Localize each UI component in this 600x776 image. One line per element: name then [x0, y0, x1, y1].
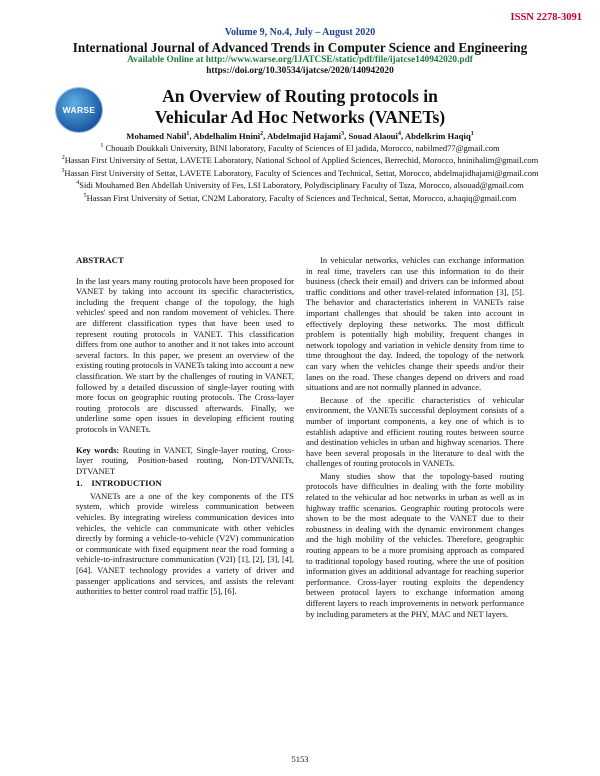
- page-number: 5153: [291, 754, 309, 764]
- author: Abdelhalim Hnini$^2$,: [193, 131, 267, 141]
- affiliation: $^5$Hassan First University of Settat, CN2M Laboratory, Faculty of Sciences and Technical, Settat, Morocco, a.haqiq@gmail.com: [83, 192, 517, 203]
- title-line-2: Vehicular Ad Hoc Networks (VANETs): [154, 107, 446, 127]
- author: Mohamed Nabil$^1$,: [126, 131, 194, 141]
- affiliation: $^3$Hassan First University of Settat, LAVETE Laboratory, Faculty of Sciences and Technical, Settat, Morocco, abdelmajidhajami@gmail.com: [61, 167, 539, 178]
- author-list: [40, 131, 560, 142]
- journal-masthead: [0, 27, 600, 77]
- affiliation-list: [60, 143, 540, 205]
- online-url-link[interactable]: Available Online at http://www.warse.org/IJATCSE/static/pdf/file/ijatcse140942020.pdf: [127, 55, 473, 65]
- warse-logo: [56, 88, 102, 132]
- intro-paragraph-2: In vehicular networks, vehicles can exchange information in real time, travelers can use this information to do their business (check their email) and drivers can be informed about traffic conditions and other travel-related information [3], [5]. The behavior and characteristics inherent in VANETs raise important challenges that should be taken into account in effectively deploying these networks. The most difficult problem is potentially high mobility, frequent changes in network topology and variation in vehicle density from time to time throughout the day. Indeed, the topology of the network can vary when the vehicles change their speeds and/or their lanes on the road. These changes depend on drivers and road situations and are not normally planned in advance.: [306, 255, 524, 393]
- introduction-heading: 1. INTRODUCTION: [76, 478, 162, 489]
- keywords-label: Key words:: [76, 444, 120, 455]
- intro-paragraph-1: VANETs are a one of the key components of the ITS system, which provide wireless communication between vehicles. By integrating wireless communication devices into vehicles, the vehicle can communicate with other vehicles directly by forming a vehicle-to-vehicle (V2V) communication or communicate with fixed equipment near the road forming a vehicle-to-infrastructure communication (V2I) [1], [2], [3], [4], [64]. VANET technology provides a variety of driver and passenger applications and services, and assists the relevant authorities to better control road traffic [5], [6].: [76, 490, 294, 597]
- author: Souad Alaoui$^4$,: [348, 131, 405, 141]
- author: Abdelkrim Haqiq$^1$: [404, 131, 474, 141]
- doi-link[interactable]: https://doi.org/10.30534/ijatcse/2020/140942020: [206, 66, 394, 76]
- volume-line: Volume 9, No.4, July – August 2020: [224, 27, 376, 38]
- abstract-heading: ABSTRACT: [76, 255, 124, 265]
- affiliation: $^4$Sidi Mouhamed Ben Abdellah University of Fes, LSI Laboratory, Polydisciplinary Faculty of Taza, Morocco, alsouad@gmail.com: [76, 180, 524, 191]
- affiliation: $^2$Hassan First University of Settat, LAVETE Laboratory, National School of Applied Sciences, Berrechid, Morocco, hninihalim@gmail.com: [61, 155, 539, 166]
- paper-title: [120, 86, 480, 128]
- left-column: [76, 255, 294, 599]
- abstract-text: In the last years many routing protocols have been proposed for VANET by taking into account its specific characteristics, including the frequent change of the topology, the high vehicles' speed and non random movement of vehicles. There are different classification types that have been used to represent routing protocols in VANET. This classification differs from one author to another and it not takes into account several factors. In this paper, we present an overview of the existing routing protocols in VANETs taking into account a new classification. We start by the challenges of routing in VANET, followed by a detailed discussion of single-layer routing with more focus on geographic routing protocols. The Cross-layer routing protocols are discussed afterwards. Finally, we underline some open issues in developing efficient routing protocols in VANETs.: [76, 275, 294, 434]
- logo-text: WARSE: [62, 105, 96, 115]
- intro-paragraph-3: Because of the specific characteristics of vehicular environment, the VANETs successful deployment consists of a number of important components, a key one of which is to establish adaptive and efficient routing routes between source and destination vehicles in urban and highway scenarios. There have been several proposals in the literature to deal with the challenges of routing protocols in VANETs.: [306, 394, 524, 469]
- journal-title: International Journal of Advanced Trends in Computer Science and Engineering: [72, 40, 528, 55]
- issn-label: ISSN 2278-3091: [510, 12, 582, 23]
- keywords: [76, 445, 294, 477]
- keywords-text: Routing in VANET, Single-layer routing, Cross-layer routing, Position-based routing, Non-DTVANETs, DTVANET: [76, 444, 295, 476]
- right-column: [306, 255, 524, 621]
- intro-paragraph-4: Many studies show that the topology-based routing protocols have difficulties in dealing with the forte mobility related to the vehicular ad hoc networks in urban as well as in highway traffic scenarios. Geographic routing protocols were shown to be the most adequate to the VANET due to their robustness in dealing with the dynamic environment changes and the high mobility of the vehicles. Therefore, geographic routing appears to be a more promising approach as compared to traditional topology based routing, where the use of position information gives an additional advantage for reaching superior performance. Cross-layer routing exploits the dependency between protocol layers to exchange information among different layers to reach improvements in network performance by including parameters at the PHY, MAC and NET layers.: [306, 470, 524, 619]
- affiliation: $^1$ Chouaib Doukkali University, BINI laboratory, Faculty of Sciences of El jadida, Morocco, nabilmed77@gmail.com: [100, 143, 500, 153]
- title-line-1: An Overview of Routing protocols in: [162, 86, 438, 106]
- author: Abdelmajid Hajami$^3$,: [267, 131, 349, 141]
